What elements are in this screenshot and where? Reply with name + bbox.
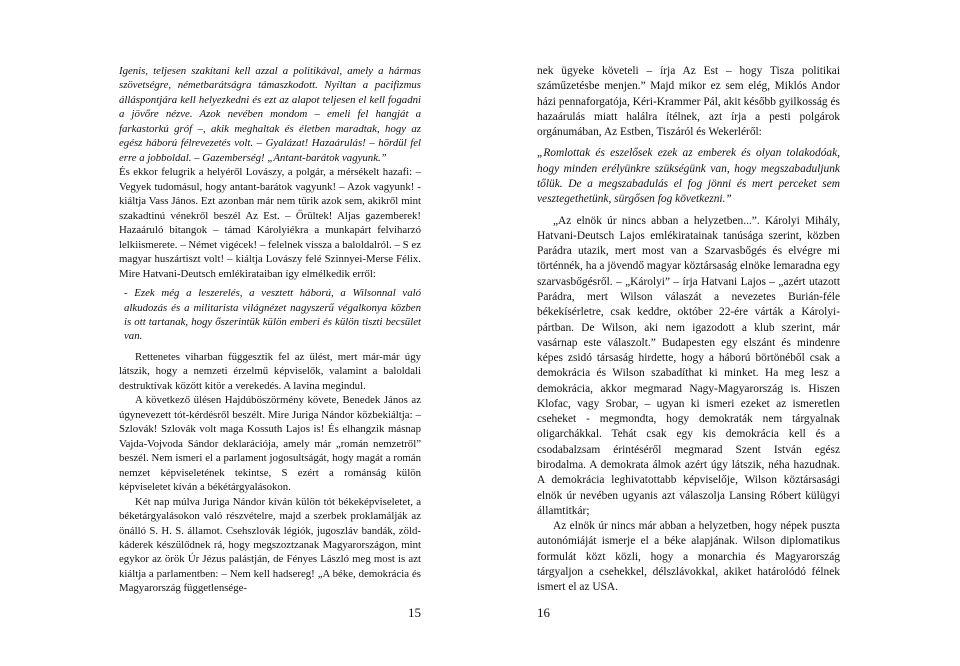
right-paragraph-2: „Az elnök úr nincs abban a helyzetben...”. Károlyi Mihály, Hatvani-Deutsch Lajos emlékiratainak tanúsága szerint, közben Parádra utazik, mert most van a Szarvasbőgés és elvégre mi történnék, ha a jövendő magyar köztársaság elnöke lemaradna egy szarvasbőgésről. – „Károlyi” – írja Hatvani Lajos – „azért utazott Parádra, mert Wilson válaszát a nevezetes Burián-féle békekísérletre, csak keddre, október 22-ére várták a Károlyi-pártban. De Wilson, aki nem igazodott a klub szerint, már vasárnap este válaszolt.” Budapesten egy elszánt és mindenre képes zsidó társaság hirdette, hogy a háború börtönéből csak a demokrácia és Wilson szabadíthat ki minket. Ha meg lesz a demokrácia, akkor megmarad Nagy-Magyarország is. Hiszen Klofac, vagy Srobar, – ugyan ki ismeri ezeket az ismeretlen cseheket - megmondta, hogy demokraták nem tárgyalnak oligarchákkal. Tehát csak egy kis demokrácia kell és a csodabalzsam érintéséről megmarad Szent István egész birodalma. A demokrata álmok azért úgy látszik, néha hazudnak. A demokrácia leghivatottabb képviselője, Wilson köztársasági elnök úr nevében ugyanis azt válaszolja Lansing Róbert külügyi államtitkár; [537, 214, 840, 517]
right-page [480, 0, 960, 666]
right-paragraph-1: nek ügyeke követeli – írja Az Est – hogy Tisza politikai száműzetésbe menjen.” Majd mikor ez sem elég, Miklós Andor házi pennaforgatója, Kéri-Krammer Pál, akit később gyilkosság és hazaárulás miatt halálra ítélnek, azt írja a pesti polgárok orgánumában, Az Estben, Tiszáról és Wekerléről: [537, 65, 840, 139]
right-page-text-column [537, 64, 840, 596]
right-paragraph-3: Az elnök úr nincs már abban a helyzetben, hogy népek puszta autonómiáját ismerje el a béke alapjának. Wilson diplomatikus formulát közt közli, hogy a monarchia és Magyarország tárgyaljon a csehekkel, délszlávokkal, akiket határolódó félnek ismert el az USA. [537, 520, 840, 594]
right-quote-block: „Romlottak és eszelősek ezek az emberek és olyan tolakodóak, hogy minden erélyünkre szükségünk van, hogy megszabaduljunk tőlük. De a megszabadulás el fog jönni és mert perceket sem vesztegethetünk, sürgősen fog következni.” [537, 147, 840, 206]
left-paragraph-3: Rettenetes viharban függesztik fel az ülést, mert már-már úgy látszik, hogy a nemzeti érzelmű képviselők, valamint a baloldali destruktívak között kitör a verekedés. A lavina megindul. [119, 350, 421, 392]
page-number-left: 15 [408, 605, 421, 620]
left-paragraph-4: A következő ülésen Hajdúböszörmény követe, Benedek János az úgynevezett tót-kérdésről beszélt. Mire Juriga Nándor közbekiáltja: – Szlovák! Szlovák volt maga Kossuth Lajos is! És elhangzik másnap Vajda-Vojvoda Sándor deklarációja, amely már „román nemzetről” beszél. Nem ismeri el a parlament jogosultságát, hogy magát a román nemzet képviseletének tekintse, S ezért a románság külön képviseletet kíván a békétárgyalásokon. [119, 394, 421, 494]
left-quote-block: - Ezek még a leszerelés, a vesztett háború, a Wilsonnal való alkudozás és a militarista világnézet nagyszerű végalkonya közben is ott tartanak, hogy őszerintük külön emberi és külön tiszti becsület van. [124, 287, 421, 343]
left-paragraph-5: Két nap múlva Juriga Nándor kíván külön tót békeképviseletet, a béketárgyalásokon való részvételre, majd a szerbek proklamálják az önálló S. H. S. államot. Csehszlovák légiók, jugoszláv bandák, zöld-káderek készülődnek rá, hogy megszoztzanak Magyarországon, mint egykor az örök Úr Jézus palástján, de Fényes László meg most is azt kiáltja a parlamentben: – Nem kell hadsereg! „A béke, demokrácia és Magyarország függetlensége- [119, 495, 421, 595]
page-number-right: 16 [537, 605, 550, 620]
left-page-text-column [119, 64, 421, 596]
left-paragraph-2: És ekkor felugrik a helyéről Lovászy, a polgár, a mérsékelt hazafi: – Vegyek tudomásul, hogy antant-barátok vagyunk! – Azok vagyunk! - kiáltja Vass János. Ezt azonban már nem tűrik azok sem, akikről mint szakadtinú vénekről beszél Az Est. – Őrültek! Aljas gazemberek! Hazaáruló bitangok – támad Károlyiékra a munkapárt felviharzó lelkiismerete. – Német vigécek! – felelnek vissza a baloldalról. – S ez magyar huszártiszt volt! – kiáltja Lovászy felé Szinnyei-Merse Félix. Mire Hatvani-Deutsch emlékirataiban így elmélkedik erről: [119, 166, 421, 280]
left-paragraph-1: Igenis, teljesen szakítani kell azzal a politikával, amely a hármas szövetségre, németbarátságra támaszkodott. Nyíltan a pacifizmus álláspontjára kell helyezkedni és ezt az alapot teljesen el kell fogadni a jövőre nézve. Azok nevében mondom – emeli fel hangját a farkastorkú gróf –, akik meghaltak és életben maradtak, hogy az egész háború félrevezetés volt. – Gyalázat! Hazaárulás! – hördül fel erre a jobboldal. – Gazemberség! „Antant-barátok vagyunk.” [119, 65, 421, 164]
